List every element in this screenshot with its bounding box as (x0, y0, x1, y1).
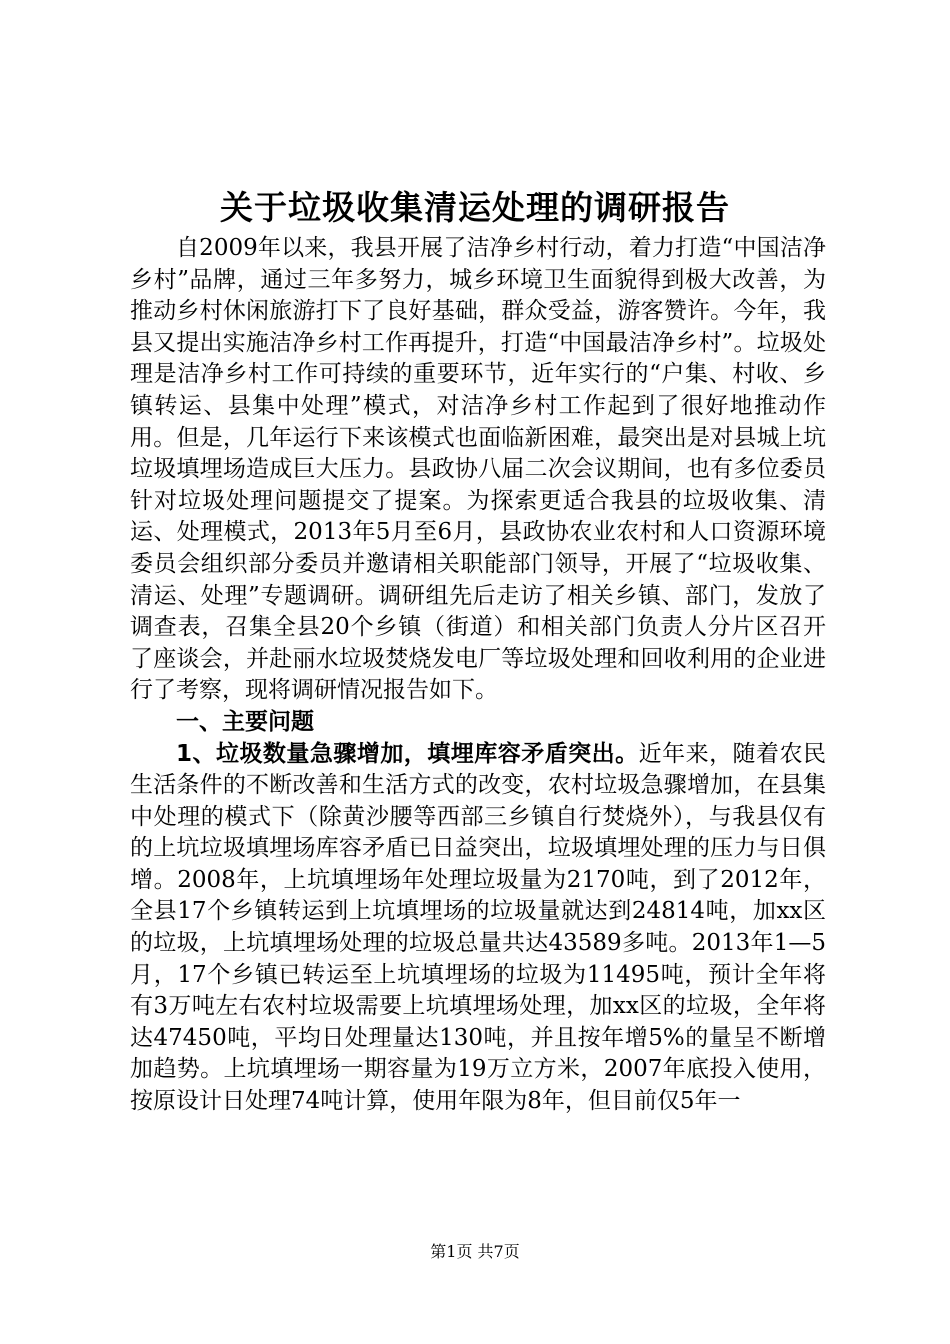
item-1-text: 近年来，随着农民生活条件的不断改善和生活方式的改变，农村垃圾急骤增加，在县集中处理的模式下（除黄沙腰等西部三乡镇自行焚烧外），与我县仅有的上坑垃圾填埋场库容矛盾已日益突出，垃圾填埋处理的压力与日俱增。2008年，上坑填埋场年处理垃圾量为2170吨，到了2012年，全县17个乡镇转运到上坑填埋场的垃圾量就达到24814吨，加xx区的垃圾，上坑填埋场处理的垃圾总量共达43589多吨。2013年1—5月，17个乡镇已转运至上坑填埋场的垃圾为11495吨，预计全年将有3万吨左右农村垃圾需要上坑填埋场处理，加xx区的垃圾，全年将达47450吨，平均日处理量达130吨，并且按年增5%的量呈不断增加趋势。上坑填埋场一期容量为19万立方米，2007年底投入使用，按原设计日处理74吨计算，使用年限为8年，但目前仅5年一 (130, 740, 826, 1115)
item-1-paragraph (130, 739, 826, 1118)
document-body (130, 233, 826, 1118)
document-title: 关于垃圾收集清运处理的调研报告 (220, 188, 730, 227)
intro-paragraph: 自2009年以来，我县开展了洁净乡村行动，着力打造“中国洁净乡村”品牌，通过三年多努力，城乡环境卫生面貌得到极大改善，为推动乡村休闲旅游打下了良好基础，群众受益，游客赞许。今年，我县又提出实施洁净乡村工作再提升，打造“中国最洁净乡村”。垃圾处理是洁净乡村工作可持续的重要环节，近年实行的“户集、村收、乡镇转运、县集中处理”模式，对洁净乡村工作起到了很好地推动作用。但是，几年运行下来该模式也面临新困难，最突出是对县城上坑垃圾填埋场造成巨大压力。县政协八届二次会议期间，也有多位委员针对垃圾处理问题提交了提案。为探索更适合我县的垃圾收集、清运、处理模式，2013年5月至6月，县政协农业农村和人口资源环境委员会组织部分委员并邀请相关职能部门领导，开展了“垃圾收集、清运、处理”专题调研。调研组先后走访了相关乡镇、部门，发放了调查表，召集全县20个乡镇（街道）和相关部门负责人分片区召开了座谈会，并赴丽水垃圾焚烧发电厂等垃圾处理和回收利用的企业进行了考察，现将调研情况报告如下。 (130, 235, 826, 704)
page-footer: 第1页 共7页 (430, 1242, 520, 1261)
section-heading: 一、主要问题 (176, 708, 314, 735)
item-1-lead: 1、垃圾数量急骤增加，填埋库容矛盾突出。 (176, 740, 639, 767)
